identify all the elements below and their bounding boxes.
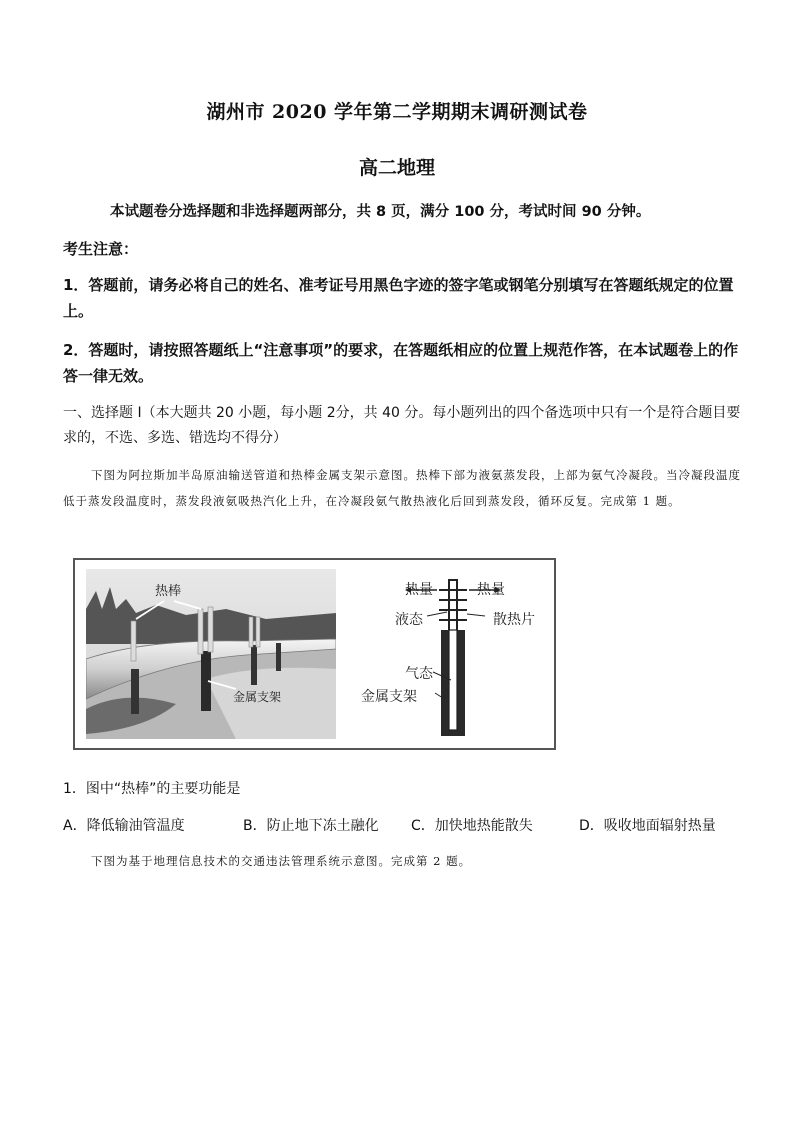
pipeline-photo	[86, 569, 336, 739]
notice-heading: 考生注意：	[63, 240, 139, 258]
option-b: B．防止地下冻土融化	[243, 818, 379, 834]
exam-intro: 本试题卷分选择题和非选择题两部分，共 8 页，满分 100 分，考试时间 90 分钟。	[110, 204, 651, 220]
heat-label-left: 热量	[405, 582, 433, 598]
option-c: C．加快地热能散失	[411, 818, 533, 834]
option-a: A．降低输油管温度	[63, 818, 185, 834]
option-d: D．吸收地面辐射热量	[579, 818, 716, 834]
question-stem: 1．图中“热棒”的主要功能是	[63, 781, 241, 797]
question-options	[63, 815, 753, 835]
heat-label-right: 热量	[477, 582, 505, 598]
notice-item: 1．答题前，请务必将自己的姓名、准考证号用黑色字迹的签字笔或钢笔分别填写在答题纸规定的位置上。	[63, 276, 734, 320]
metal-support-label: 金属支架	[233, 690, 282, 704]
liquid-label: 液态	[395, 612, 423, 628]
pipeline-figure	[73, 558, 556, 750]
section-heading: 一、选择题 I（本大题共 20 小题，每小题 2分，共 40 分。每小题列出的四个备选项中只有一个是符合题目要求的，不选、多选、错选均不得分）	[63, 405, 741, 446]
heat-rod-label: 热棒	[155, 584, 182, 599]
gas-label: 气态	[405, 666, 433, 682]
fins-label: 散热片	[493, 612, 535, 628]
heat-rod-diagram	[355, 570, 550, 742]
exam-subject: 高二地理	[358, 157, 435, 179]
exam-title: 湖州市 2020 学年第二学期期末调研测试卷	[206, 101, 588, 123]
material-paragraph: 下图为阿拉斯加半岛原油输送管道和热棒金属支架示意图。热棒下部为液氨蒸发段，上部为氨气冷凝段。当冷凝段温度低于蒸发段温度时，蒸发段液氨吸热汽化上升，在冷凝段氨气散热液化后回到蒸发段，循环反复。完成第 1 题。	[63, 468, 741, 508]
notice-item: 2．答题时，请按照答题纸上“注意事项”的要求，在答题纸相应的位置上规范作答，在本试题卷上的作答一律无效。	[63, 341, 739, 385]
diagram-metal-support-label: 金属支架	[361, 689, 417, 705]
material-paragraph: 下图为基于地理信息技术的交通违法管理系统示意图。完成第 2 题。	[91, 854, 472, 868]
